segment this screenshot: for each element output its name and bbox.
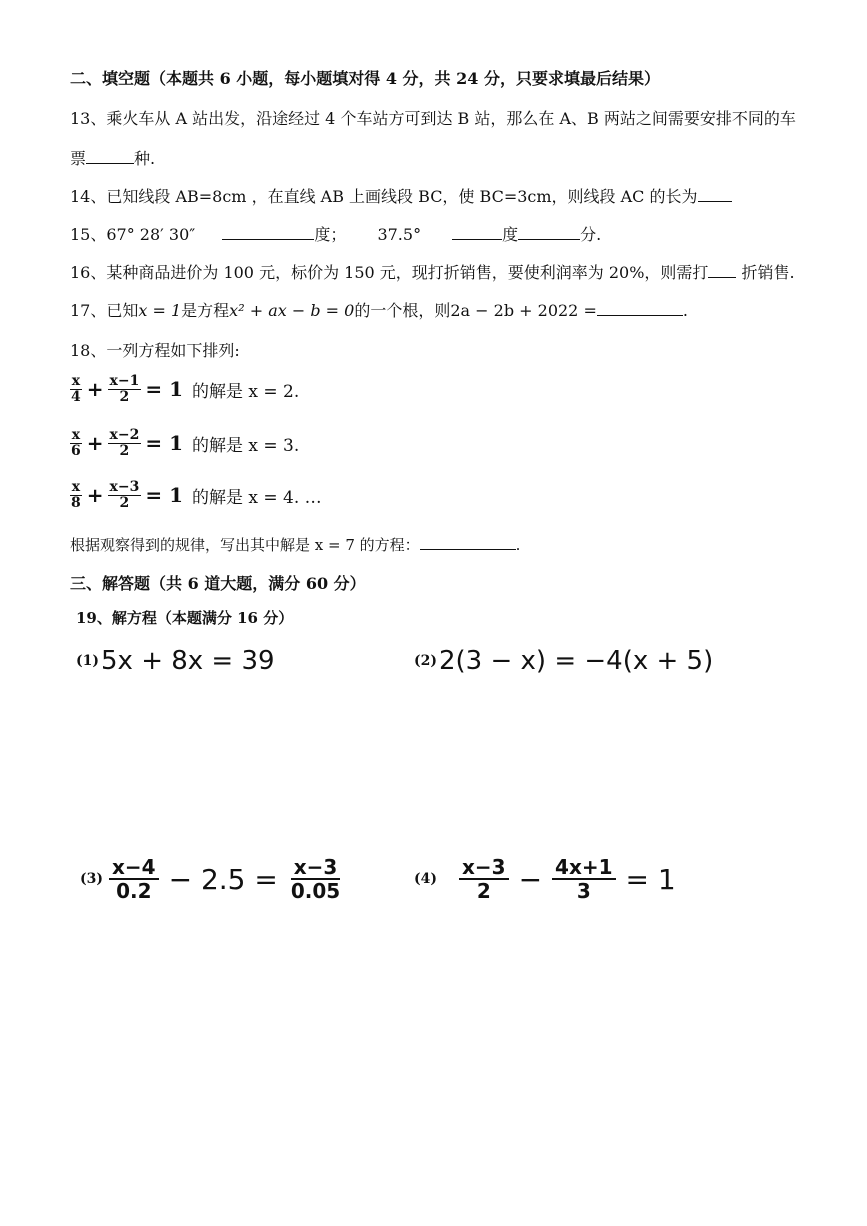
problem-2: (2) 2(3 − x) = −4(x + 5) xyxy=(414,646,714,676)
fraction: $\frac{x}{4}$ xyxy=(71,373,81,405)
question-19-title: 19、解方程（本题满分 16 分） xyxy=(76,609,294,627)
question-18-intro: 18、一列方程如下排列: xyxy=(70,341,240,360)
answer-blank xyxy=(698,187,732,202)
answer-blank xyxy=(597,301,683,316)
question-17: 17、已知x = 1是方程x² + ax − b = 0的一个根，则2a − 2b + 2022 = . xyxy=(70,301,688,320)
equation-row: $\frac{x}{6}$ + $\frac{x-2}{2}$ = 1 的解是 x = 3. xyxy=(71,427,300,459)
problem-1: (1) 5x + 8x = 39 xyxy=(76,646,275,676)
fraction: $\frac{4x+1}{3}$ xyxy=(552,856,616,902)
fraction: $\frac{x-1}{2}$ xyxy=(109,373,140,405)
fraction: $\frac{x}{8}$ xyxy=(71,479,81,511)
fraction: $\frac{x-3}{2}$ xyxy=(109,479,140,511)
answer-blank xyxy=(518,225,580,240)
problem-3: (3) $\frac{x-4}{0.2}$ − 2.5 = $\frac{x-3}{0.05}$ xyxy=(80,856,347,902)
section-3-heading: 三、解答题（共 6 道大题，满分 60 分） xyxy=(70,574,366,593)
equation-row: $\frac{x}{8}$ + $\frac{x-3}{2}$ = 1 的解是 x = 4. … xyxy=(71,479,322,511)
question-15: 15、67° 28′ 30″ 度； 37.5° 度 分. xyxy=(70,225,602,244)
fraction: $\frac{x-2}{2}$ xyxy=(109,427,140,459)
answer-blank xyxy=(452,225,502,240)
question-13-line-1: 13、乘火车从 A 站出发，沿途经过 4 个车站方可到达 B 站，那么在 A、B 两站之间需要安排不同的车 xyxy=(70,109,796,128)
answer-blank xyxy=(86,149,134,164)
question-14: 14、已知线段 AB=8cm ，在直线 AB 上画线段 BC，使 BC=3cm，则线段 AC 的长为 xyxy=(70,184,732,207)
question-16: 16、某种商品进价为 100 元，标价为 150 元，现打折销售，要使利润率为 20%，则需打 折销售. xyxy=(70,263,795,282)
fraction: $\frac{x-3}{2}$ xyxy=(459,856,509,902)
question-18-conclusion: 根据观察得到的规律，写出其中解是 x = 7 的方程： . xyxy=(70,536,521,554)
question-13-line-2: 票 种. xyxy=(70,149,156,168)
fraction: $\frac{x-4}{0.2}$ xyxy=(109,856,159,902)
section-2-heading: 二、填空题（本题共 6 小题，每小题填对得 4 分，共 24 分，只要求填最后结果） xyxy=(70,69,660,88)
answer-blank xyxy=(222,225,314,240)
problem-4: (4) $\frac{x-3}{2}$ − $\frac{4x+1}{3}$ = 1 xyxy=(414,855,676,903)
equation-row: $\frac{x}{4}$ + $\frac{x-1}{2}$ = 1 的解是 x = 2. xyxy=(71,373,300,405)
answer-blank xyxy=(420,535,516,550)
fraction: $\frac{x-3}{0.05}$ xyxy=(290,855,341,903)
fraction: $\frac{x}{6}$ xyxy=(71,427,81,459)
answer-blank xyxy=(708,263,736,278)
